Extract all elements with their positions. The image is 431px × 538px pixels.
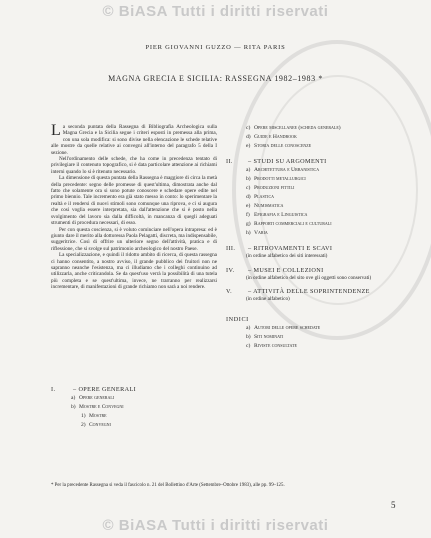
list-item: e) Numismatica xyxy=(246,203,284,209)
list-item: e) Storia delle conoscenze xyxy=(246,143,312,149)
body-text-column xyxy=(51,124,217,291)
list-item: a) Opere generali xyxy=(71,395,115,401)
section-note: (in ordine alfabetico del sito ove gli oggetti sono conservati) xyxy=(246,274,372,281)
section-heading: INDICI xyxy=(226,315,249,323)
list-subitem: 2) Convegni xyxy=(81,422,111,428)
list-item: h) Varia xyxy=(246,230,268,236)
article-title: MAGNA GRECIA E SICILIA: RASSEGNA 1982–1983 * xyxy=(108,74,323,83)
section-heading: III. – RITROVAMENTI E SCAVI xyxy=(226,245,333,252)
list-item: b) Siti nominati xyxy=(246,333,284,340)
watermark-bottom: © BiASA Tutti i diritti riservati xyxy=(102,517,329,534)
list-item: c) Riviste consultate xyxy=(246,342,297,349)
list-item: b) Mostre e Convegni xyxy=(71,404,124,410)
body-paragraph: La seconda puntata della Rassegna di Bibliografia Archeologica sulla Magna Grecia e la Sicilia segue i criteri esposti in premessa alla prima, con una sola modifica: si sono divise nella elencazione le schede relative alle mostre da quelle relative ai convegni all'interno del paragrafo 5 della I sezione. xyxy=(51,122,217,156)
body-paragraph: Nell'ordinamento delle schede, che ha come in precedenza tentato di privilegiare il contenuto topografico, si è data particolare attenzione ai richiami interni quando lo si è ritenuto necessario. xyxy=(51,156,217,175)
list-item: c) Produzioni fittili xyxy=(246,185,295,191)
list-item: d) Guide e Handbook xyxy=(246,134,297,140)
contents-list-left xyxy=(51,385,221,430)
body-paragraph: Per con questa coscienza, si è voluto cominciare nell'opera intrapresa: ed è giunto dare il merito alla dottoressa Paola Pelagatti, discreta, ma indispensabile, suggeritrice. Così di offrire un ulteriore segno dell'attività, pratica e di riflessione, che si svolge sul patrimonio archeologico del nostro Paese. xyxy=(51,226,217,252)
watermark-top: © BiASA Tutti i diritti riservati xyxy=(102,3,329,20)
list-item: b) Prodotti metallurgici xyxy=(246,176,306,182)
page-number: 5 xyxy=(391,500,396,510)
footnote: * Per la precedente Rassegna si veda il fascicolo n. 21 del Bollettino d'Arte (Settembre–Ottobre 1983), alle pp. 99–125. xyxy=(51,483,285,488)
list-subitem: 1) Mostre xyxy=(81,413,107,419)
contents-list-right xyxy=(226,124,401,351)
section-heading: II. – STUDI SU ARGOMENTI xyxy=(226,158,327,165)
list-item: c) Opere miscellanee (scheda generale) xyxy=(246,125,341,131)
list-item: a) Architettura e Urbanistica xyxy=(246,167,320,173)
body-paragraph: La specializzazione, e quindi il ridotto ambito di ricerca, di questa rassegna ci hanno consentito, a nostro avviso, il grande pubblico dei fruitori non ne sapranno neanche l'esistenza, ma ci illudiamo che i colleghi continuino ad utilizzarla, anche criticandola. Se da quest'uso verrà la possibilità di una tutela più completa e se quest'ultima, invece, ne trarranno per realizzarsi incrementare, di manifestazioni di grande richiamo non sarà a noi rendere. xyxy=(51,252,217,291)
section-heading: I. – OPERE GENERALI xyxy=(51,386,137,393)
drop-cap: L xyxy=(51,122,61,139)
section-heading: IV. – MUSEI E COLLEZIONI xyxy=(226,266,324,274)
section-heading: V. – ATTIVITÀ DELLE SOPRINTENDENZE xyxy=(226,288,370,295)
section-note: (in ordine alfabetico dei siti interessati) xyxy=(246,253,328,259)
list-item: d) Plastica xyxy=(246,194,274,200)
body-paragraph: La dimensione di questa puntata della Rassegna è maggiore di circa la metà della precedente: segno delle promesse di quest'ultima, dimostrata anche dal fatto che solamente ora si sono potute conoscere e schedare opere edite nel primo biennio. Tale incremento era già stato messo in conto: lo sperimentare la realtà e il rendersi di nuovi stimoli sono comunque una riprova, e ci si augura che così voglia essere interpretata, sia dall'attenzione che si è posto nella svolgimento del lavoro sia dalla difficoltà, in mancanza di quegli adeguati strumenti di procedura necessari, di esso. xyxy=(51,175,217,227)
authors-line: PIER GIOVANNI GUZZO — RITA PARIS xyxy=(145,44,286,51)
list-item: f) Epigrafia e Linguistica xyxy=(246,212,308,218)
list-item: a) Autori delle opere schedate xyxy=(246,324,321,331)
list-item: g) Rapporti commerciali e culturali xyxy=(246,221,332,227)
section-note: (in ordine alfabetico) xyxy=(246,296,290,302)
